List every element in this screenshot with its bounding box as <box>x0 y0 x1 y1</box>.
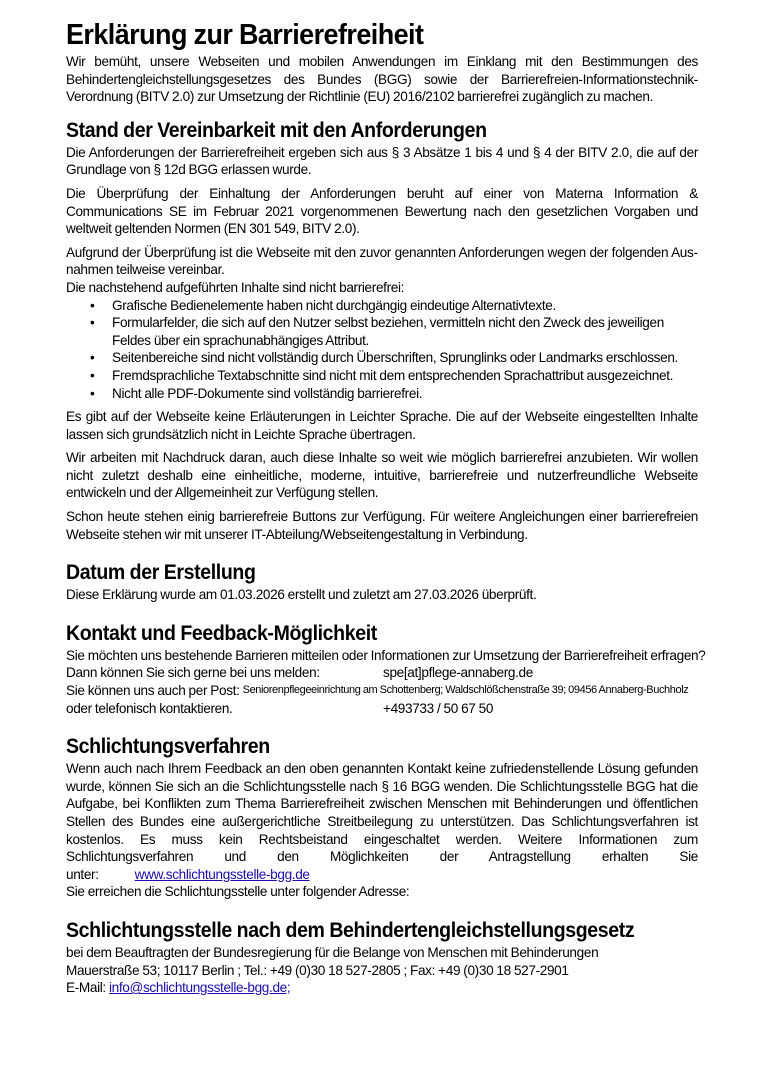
office-line-2: Mauerstraße 53; 10117 Berlin ; Tel.: +49 (0)30 18 527-2805 ; Fax: +49 (0)30 18 527-2901 <box>66 962 569 978</box>
compliance-paragraph-2: Die Überprüfung der Einhaltung der Anforderungen beruht auf einer von Materna Information & Communications SE im Februar 2021 vorgenommenen Bewertung nach den gesetzlichen Vorgaben und weltweit geltenden Normen (EN 301 549, BITV 2.0). <box>66 185 698 237</box>
contact-email-value[interactable]: spe[at]pflege-annaberg.de <box>383 665 533 681</box>
compliance-heading: Stand der Vereinbarkeit mit den Anforderungen <box>66 118 487 142</box>
office-email-row <box>66 979 698 997</box>
compliance-paragraph-3: Aufgrund der Überprüfung ist die Webseite mit den zuvor genannten Anforderungen wegen der folgenden Ausnahmen teilweise vereinbar. <box>66 244 698 278</box>
bullet-icon: • <box>90 315 95 331</box>
contact-heading: Kontakt und Feedback-Möglichkeit <box>66 621 377 645</box>
contact-phone-row <box>66 700 698 718</box>
contact-post-address: Seniorenpflegeeinrichtung am Schottenberg; Waldschlößchenstraße 39; 09456 Annaberg-Buchholz <box>242 684 689 697</box>
list-item: • Nicht alle PDF-Dokumente sind vollständig barrierefrei. <box>90 385 423 401</box>
arbitration-text: Wenn auch nach Ihrem Feedback an den oben genannten Kontakt keine zufriedenstellende Lösung gefunden wurde, können Sie sich an die Schlichtungsstelle nach § 16 BGG wenden. Die Schlichtungsstelle BGG hat die Aufgabe, bei Konflikten zum Thema Barrierefreiheit zwischen Menschen mit Behinderungen und öffentlichen Stellen des Bundes eine außergerichtliche Streitbeilegung zu unterstützen. Das Schlichtungsverfahren ist kostenlos. Es muss kein Rechtsbeistand eingeschaltet werden. Weitere Informationen zum Schlichtungsverfahren und den Möglichkeiten der Antragstellung erhalten Sie unter: www.schlichtungsstelle-bgg.de <box>66 761 698 882</box>
list-intro: Die nachstehend aufgeführten Inhalte sind nicht barrierefrei: <box>66 279 405 295</box>
list-item: • Seitenbereiche sind nicht vollständig durch Überschriften, Sprunglinks oder Landmarks erschlossen. <box>90 350 678 366</box>
intro-paragraph: Wir bemüht, unsere Webseiten und mobilen Anwendungen im Einklang mit den Bestimmungen des Behindertengleichstellungsgesetzes des Bundes (BGG) sowie der Barrierefreien-Informationstechnik-Verordnung (BITV 2.0) zur Umsetzung der Richtlinie (EU) 2016/2102 barrierefrei zugänglich zu machen. <box>66 54 698 105</box>
contact-phone-value[interactable]: +493733 / 50 67 50 <box>383 700 494 716</box>
contact-email-label: Dann können Sie sich gerne bei uns melden: <box>66 665 320 681</box>
list-item: • Fremdsprachliche Textabschnitte sind nicht mit dem entsprechenden Sprachattribut ausgezeichnet. <box>90 367 674 383</box>
compliance-paragraph-6: Schon heute stehen einig barrierefreie Buttons zur Verfügung. Für weitere Angleichungen einer barrierefreien Webseite stehen wir mit unserer IT-Abteilung/Webseitengestaltung in Verbindung. <box>66 509 698 542</box>
section-office <box>66 918 698 997</box>
date-heading: Datum der Erstellung <box>66 561 256 585</box>
arbitration-heading: Schlichtungsverfahren <box>66 735 270 759</box>
bullet-icon: • <box>90 385 95 401</box>
bullet-icon: • <box>90 297 95 313</box>
office-email-label: E-Mail: <box>66 980 106 996</box>
barriers-list <box>66 297 698 403</box>
arbitration-website-link[interactable]: www.schlichtungsstelle-bgg.de <box>134 866 310 882</box>
arbitration-address-intro: Sie erreichen die Schlichtungsstelle unter folgender Adresse: <box>66 884 410 900</box>
contact-post-label: Sie können uns auch per Post: <box>66 683 240 699</box>
contact-post-row <box>66 682 698 700</box>
section-date <box>66 560 698 604</box>
contact-phone-label: oder telefonisch kontaktieren. <box>66 700 233 716</box>
office-line-1: bei dem Beauftragten der Bundesregierung für die Belange von Menschen mit Behinderungen <box>66 944 599 960</box>
section-contact <box>66 621 706 717</box>
compliance-paragraph-4: Es gibt auf der Webseite keine Erläuterungen in Leichter Sprache. Die auf der Webseite eingestellten Inhalte lassen sich grundsätzlich nicht in Leichte Sprache übertragen. <box>66 409 698 442</box>
office-email-link[interactable]: info@schlichtungsstelle-bgg.de; <box>109 980 291 996</box>
section-arbitration <box>66 734 698 901</box>
page-title: Erklärung zur Barrierefreiheit <box>66 19 424 51</box>
contact-intro: Sie möchten uns bestehende Barrieren mitteilen oder Informationen zur Umsetzung der Barrierefreiheit erfragen? <box>66 647 706 663</box>
date-text: Diese Erklärung wurde am 01.03.2026 erstellt und zuletzt am 27.03.2026 überprüft. <box>66 587 537 603</box>
office-heading: Schlichtungsstelle nach dem Behindertengleichstellungsgesetz <box>66 918 635 942</box>
compliance-paragraph-1: Die Anforderungen der Barrierefreiheit ergeben sich aus § 3 Absätze 1 bis 4 und § 4 der BITV 2.0, die auf der Grundlage von § 12d BGG erlassen wurde. <box>66 144 698 178</box>
contact-email-row <box>66 664 698 682</box>
section-compliance <box>66 118 698 543</box>
list-item: • Formularfelder, die sich auf den Nutzer selbst beziehen, vermitteln nicht den Zweck des jeweiligen Feldes über ein sprachunabhängiges Attribut. <box>90 315 664 348</box>
bullet-icon: • <box>90 367 95 383</box>
list-item: • Grafische Bedienelemente haben nicht durchgängig eindeutige Alternativtexte. <box>90 297 556 313</box>
compliance-paragraph-5: Wir arbeiten mit Nachdruck daran, auch diese Inhalte so weit wie möglich barrierefrei anzubieten. Wir wollen nicht zuletzt deshalb eine einheitliche, moderne, intuitive, barrierefreie und nutzerfreundliche Webseite entwickeln und der Allgemeinheit zur Verfügung stellen. <box>66 450 698 501</box>
bullet-icon: • <box>90 350 95 366</box>
